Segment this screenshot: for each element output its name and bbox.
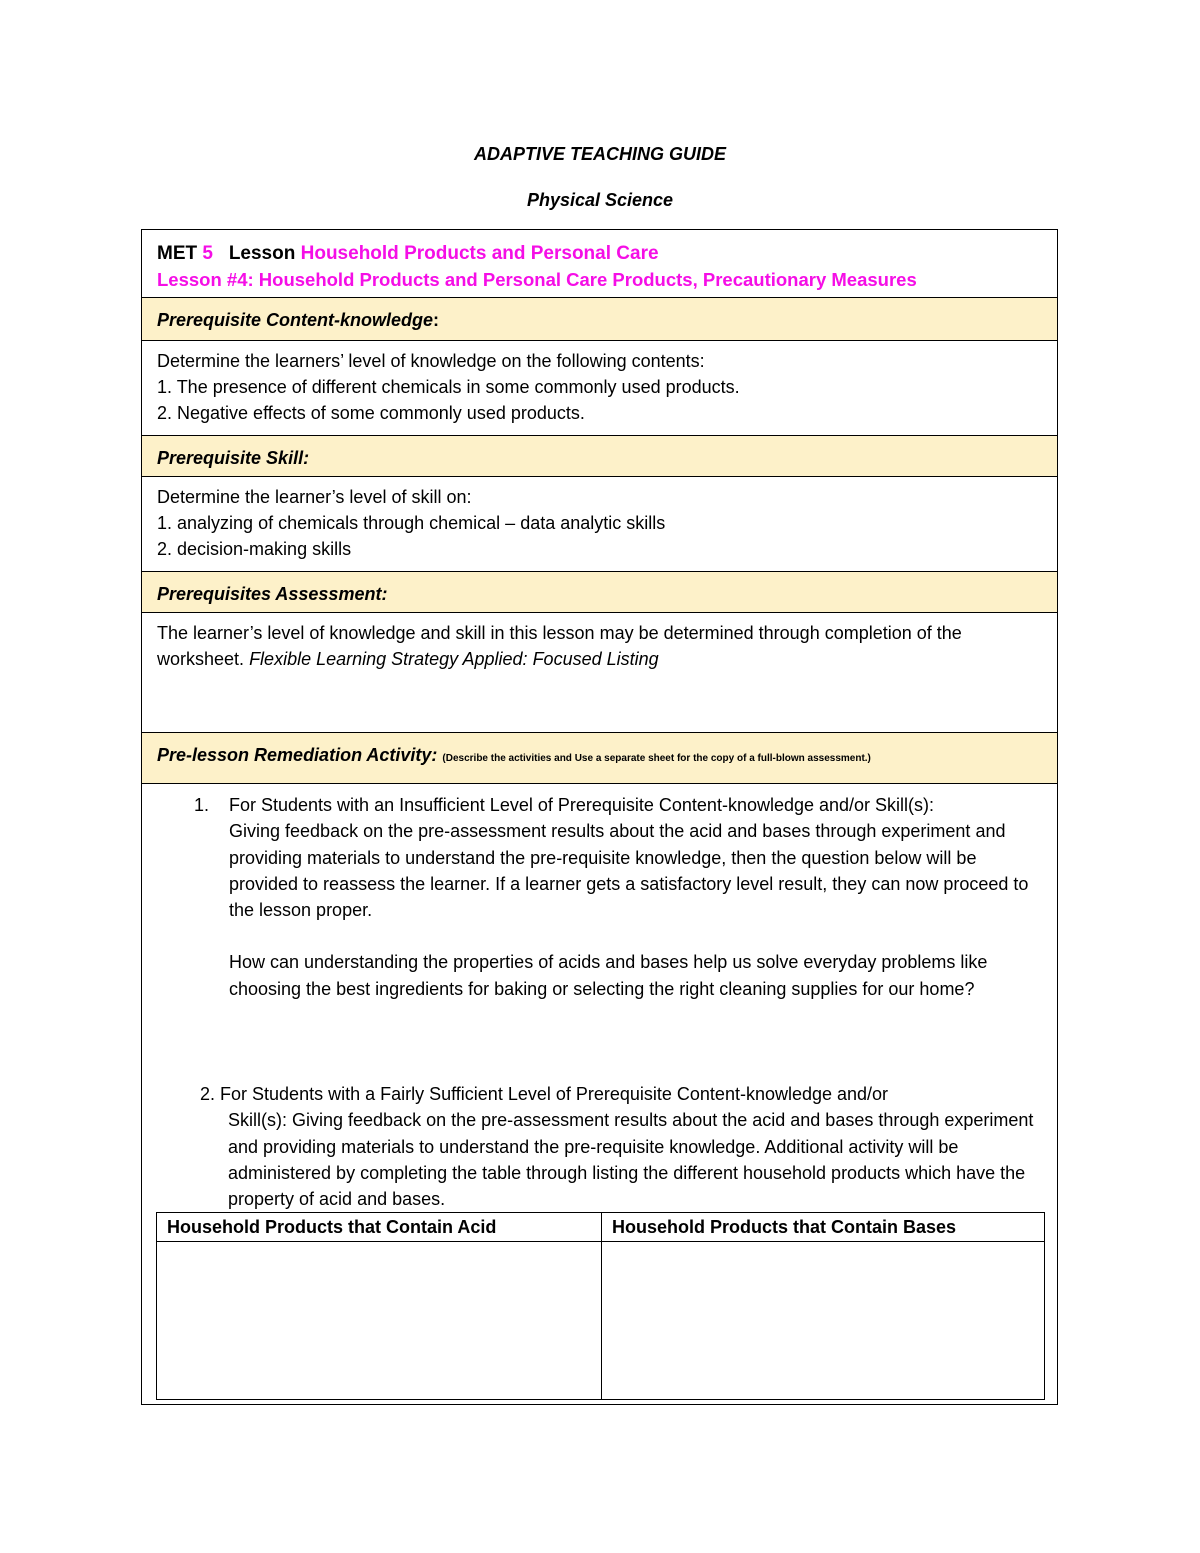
remediation-item-2-text: Skill(s): Giving feedback on the pre-assessment results about the acid and bases through experiment and providing materials to understand the pre-requisite knowledge. Additional activity will be administered by completing the table through listing the different household products which have the property of acid and bases. — [228, 1110, 1034, 1210]
lesson-header — [142, 230, 1057, 297]
prereq-skill-body — [142, 476, 1057, 571]
lesson-label: Lesson — [228, 243, 296, 264]
met-label: MET — [157, 243, 198, 264]
prereq-content-item: 1. The presence of different chemicals in some commonly used products. — [157, 377, 740, 397]
col-bases-header: Household Products that Contain Bases — [602, 1213, 1045, 1242]
prereq-content-intro: Determine the learners’ level of knowledge on the following contents: — [157, 351, 705, 371]
prereq-assessment-text: The learner’s level of knowledge and skill in this lesson may be determined through completion of the worksheet. — [157, 623, 962, 669]
prereq-skill-item: 2. decision-making skills — [157, 539, 352, 559]
remediation-item-1-text: Giving feedback on the pre-assessment results about the acid and bases through experiment and providing materials to understand the pre-requisite knowledge, then the question below will be provided to reassess the learner. If a learner gets a satisfactory level result, they can now proceed to the lesson proper. — [229, 821, 1029, 921]
table-row — [157, 1242, 1045, 1400]
remediation-item-1 — [229, 792, 1049, 1002]
prereq-content-item: 2. Negative effects of some commonly used products. — [157, 403, 585, 423]
prereq-assessment-header — [142, 571, 1057, 612]
flexible-learning-strategy: Flexible Learning Strategy Applied: Focused Listing — [249, 649, 659, 669]
remediation-note: (Describe the activities and Use a separate sheet for the copy of a full-blown assessment.) — [442, 753, 871, 764]
prereq-skill-item: 1. analyzing of chemicals through chemical – data analytic skills — [157, 513, 666, 533]
teaching-guide-table — [141, 229, 1058, 1405]
prereq-content-header — [142, 297, 1057, 340]
remediation-item-1-heading: For Students with an Insufficient Level of Prerequisite Content-knowledge and/or Skill(s): — [229, 795, 935, 815]
remediation-header — [142, 732, 1057, 783]
prereq-skill-intro: Determine the learner’s level of skill on: — [157, 487, 472, 507]
lesson-name: Household Products and Personal Care — [300, 243, 659, 264]
document-title: ADAPTIVE TEACHING GUIDE — [473, 144, 727, 164]
document-subtitle: Physical Science — [526, 190, 674, 210]
met-number: 5 — [202, 243, 213, 264]
remediation-item-1-question: How can understanding the properties of acids and bases help us solve everyday problems like choosing the best ingredients for baking or selecting the right cleaning supplies for our home? — [229, 952, 988, 999]
remediation-heading: Pre-lesson Remediation Activity: (Describe the activities and Use a separate sheet for the copy of a full-blown assessment.) — [157, 745, 871, 765]
prereq-assessment-heading: Prerequisites Assessment: — [157, 584, 388, 604]
household-products-table — [156, 1212, 1045, 1400]
prereq-content-body — [142, 340, 1057, 435]
bases-products-cell[interactable] — [602, 1242, 1045, 1400]
remediation-item-2-first-line: For Students with a Fairly Sufficient Level of Prerequisite Content-knowledge and/or — [220, 1084, 889, 1104]
prereq-assessment-body — [142, 612, 1057, 732]
col-acid-header: Household Products that Contain Acid — [157, 1213, 602, 1242]
table-header-row — [157, 1213, 1045, 1242]
prereq-skill-heading: Prerequisite Skill: — [157, 448, 310, 468]
remediation-item-number: 1. — [194, 795, 210, 815]
prereq-content-heading: Prerequisite Content-knowledge: — [157, 310, 440, 330]
lesson-header-text — [157, 241, 917, 294]
remediation-item-number: 2. — [200, 1084, 216, 1104]
acid-products-cell[interactable] — [157, 1242, 602, 1400]
prereq-skill-header — [142, 435, 1057, 476]
remediation-item-2 — [200, 1081, 1045, 1212]
lesson-title: Lesson #4: Household Products and Personal Care Products, Precautionary Measures — [157, 269, 917, 290]
remediation-body — [142, 783, 1057, 1404]
